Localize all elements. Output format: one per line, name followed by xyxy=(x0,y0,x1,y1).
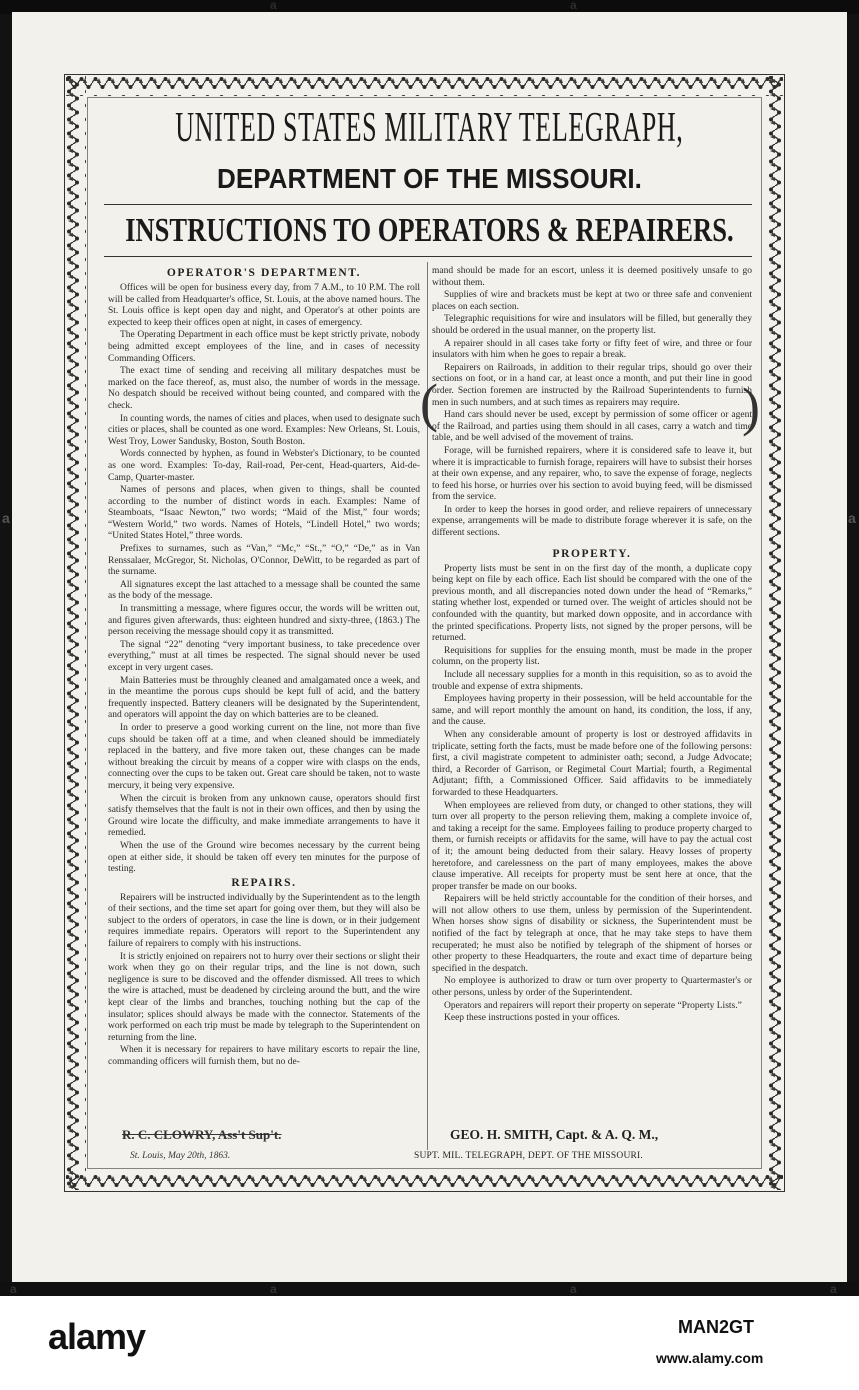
section-heading-property: PROPERTY. xyxy=(552,547,632,560)
paragraph: Repairers will be held strictly accountable for the condition of their horses, and will not allow others to use them, unless by permission of the Superintendent. When horses show signs of disability or sickness, the Superintendent must be notified of the fact by telegraph at once, that he may take steps to have them recuperated; he must also be notified by telegraph of the shipment of horses or other property to these Headquarters, the route and exact time of departure being specified in the despatch. xyxy=(432,894,752,974)
paragraph: Prefixes to surnames, such as “Van,” “Mc,” “St.,” “O,” “De,” as in Van Renssalaer, McGregor, St. Nicholas, O'Connor, DeWitt, to be regarded as part of the surname. xyxy=(108,544,420,578)
paragraph: Employees having property in their possession, will be held accountable for the same, and will report monthly the amount on hand, its condition, the loss, if any, and the cause. xyxy=(432,694,752,728)
watermark-glyph: a xyxy=(830,1282,837,1296)
alamy-logo: alamy xyxy=(48,1316,146,1357)
struck-signature: R. C. CLOWRY, Ass't Sup't. xyxy=(122,1127,282,1142)
main-title: UNITED STATES MILITARY TELEGRAPH, xyxy=(175,105,684,151)
handwritten-bracket-right: ) xyxy=(742,377,760,437)
paragraph: Supplies of wire and brackets must be kept at two or three safe and convenient places on each section. xyxy=(432,290,752,312)
image-code: MAN2GT xyxy=(678,1317,754,1337)
paragraph: In counting words, the names of cities and places, when used to designate such cities or places, shall be counted as one word. Examples: New Orleans, St. Louis, West Troy, Lower Sandusky, Boston, South Boston. xyxy=(108,413,420,447)
watermark-glyph: a xyxy=(570,0,577,12)
paragraph: The signal “22” denoting “very important business, to take precedence over everything,” must at all times be respected. The signal should never be used except in very urgent cases. xyxy=(108,639,420,673)
instructions-title: INSTRUCTIONS TO OPERATORS & REPAIRERS. xyxy=(125,212,734,249)
issue-date: St. Louis, May 20th, 1863. xyxy=(130,1151,231,1161)
paragraph: Include all necessary supplies for a month in this requisition, so as to avoid the trouble and expense of extra shipments. xyxy=(432,670,752,692)
paragraph: The exact time of sending and receiving all military despatches must be marked on the face thereof, as, must also, the number of words in the message. No despatch should be received without being counted, and compared with the check. xyxy=(108,366,420,411)
paragraph: When the use of the Ground wire becomes necessary by the current being open at either side, it should be taken off every ten minutes for the purpose of testing. xyxy=(108,840,420,875)
paragraph: In order to preserve a good working current on the line, not more than five cups should be taken off at a time, and when cleaned should be immediately replaced in the battery, and five more taken out, these changes can be made without breaking the circuit by means of a copper wire with clasps on the ends, connecting over the cups to be taken out. Great care should be taken, not to waste mercury, it being very expensive. xyxy=(108,722,420,791)
watermark-glyph: a xyxy=(2,510,10,526)
paragraph: Keep these instructions posted in your offices. xyxy=(444,1013,620,1024)
paragraph: Forage, will be furnished repairers, where it is considered safe to leave it, but where it is impracticable to furnish forage, repairers will have to subsist their horses at their own expense, and any repairer, who, to save the expense of forage, neglects to feed his horse, or hurries over his section to avoid buying feed, will be dismissed from the service. xyxy=(432,445,752,503)
paragraph: Main Batteries must be throughly cleaned and amalgamated once a week, and in the meantime the porous cups should be kept full of acid, and the battery frequently inspected. Battery cleaners will be designated by the Superintendent, and operators will appoint the day on which batteries are to be cleaned. xyxy=(108,675,420,721)
paragraph: Operators and repairers will report their property on seperate “Property Lists.” xyxy=(444,1000,742,1011)
paragraph: Requisitions for supplies for the ensuing month, must be made in the proper column, on the property list. xyxy=(432,645,752,668)
left-column xyxy=(108,266,420,1124)
paragraph: When the circuit is broken from any unknown cause, operators should first satisfy themselves that the fault is not in their own offices, and then by using the Ground wire locate the difficulty, and make immediate arrangements to have it remedied. xyxy=(108,793,420,839)
paragraph: Repairers on Railroads, in addition to their regular trips, should go over their sections on foot, or in a hand car, at least once a month, and put their line in good order. Section foremen are instructed by the Railroad Superintendents to furnish men in such numbers, and at such times as repairers may require. xyxy=(432,362,752,408)
paragraph: Property lists must be sent in on the first day of the month, a duplicate copy being kept on file by each office. Each list should be compared with the one of the previous month, and all discrepancies noted down under the head of “Remarks,” stating whether lost, expended or turned over. The weight of articles should not be confounded with the quantity, but marked down opposite, and in accordance with the printed specifications. Property lists, not signed by the proper persons, will be returned. xyxy=(432,563,752,644)
department-title: DEPARTMENT OF THE MISSOURI. xyxy=(217,163,642,194)
section-heading-repairs: REPAIRS. xyxy=(231,876,297,889)
watermark-glyph: a xyxy=(270,0,277,12)
watermark-glyph: a xyxy=(848,510,856,526)
paragraph: Names of persons and places, when given to things, shall be counted according to the number of distinct words in each. Examples: Name of Steamboats, “Isaac Newton,” two words; “Maid of the Mist,” four words; “Western World,” two words. Names of Hotels, “Lindell Hotel,” two words; “United States Hotel,” three words. xyxy=(108,485,420,542)
watermark-glyph: a xyxy=(270,1282,277,1296)
paragraph: Repairers will be instructed individually by the Superintendent as to the length of their sections, and the time set apart for going over them, but they will also be subject to the orders of operators, in case the line is down, or in their judgement requires immediate repairs. Operators will report to the Superintendent any failure of repairers to comply with his instructions. xyxy=(108,892,420,950)
paragraph: Hand cars should never be used, except by permission of some officer or agent of the Railroad, and parties using them should in all cases, carry a watch and time table, and be well advised of the movement of trains. xyxy=(432,410,752,444)
divider-rule xyxy=(104,204,752,205)
paragraph: In transmitting a message, where figures occur, the words will be written out, and figures given afterwards, thus: eighteen hundred and sixty-three, (1863.) The person receiving the message should copy it as transmitted. xyxy=(108,604,420,638)
paragraph: No employee is authorized to draw or turn over property to Quartermaster's or other persons, unless by order of the Superintendent. xyxy=(432,976,752,999)
paragraph: Telegraphic requisitions for wire and insulators will be filled, but generally they should be ordered in the usual manner, on the property list. xyxy=(432,314,752,336)
paragraph: Offices will be open for business every day, from 7 A.M., to 10 P.M. The roll will be called from Headquarter's office, St. Louis, at the above named hours. The St. Louis office is kept open day and night, and Operator's at other points are expected to keep their offices open at night, in cases of emergency. xyxy=(108,283,420,328)
section-heading-operators: OPERATOR'S DEPARTMENT. xyxy=(166,267,362,279)
paragraph: The Operating Department in each office must be kept strictly private, nobody being admitted except employees of the line, and in cases of necessity Commanding Officers. xyxy=(108,330,420,364)
paragraph: When any considerable amount of property is lost or destroyed affidavits in triplicate, setting forth the facts, must be made before one of the following persons: first, a civil magistrate competent to administer oath; second, a Judge Advocate; third, a Recorder of Garrison, or Regimetal Court Martial; fourth, a Regimental Adjutant; fifth, a Commissioned Officer. Said affidavits to be immediately forwarded to these Headquarters. xyxy=(432,729,752,798)
paragraph: In order to keep the horses in good order, and relieve repairers of unnecessary expense, arrangements will be made to distribute forage wherever it is safe, on the different sections. xyxy=(432,504,752,539)
divider-rule xyxy=(104,256,752,257)
paragraph-continued: mand should be made for an escort, unless it is deemed positively unsafe to go without them. xyxy=(432,266,752,288)
paragraph: When it is necessary for repairers to have military escorts to repair the line, commanding officers will furnish them, but no de- xyxy=(108,1045,420,1067)
watermark-glyph: a xyxy=(10,1282,17,1296)
right-column xyxy=(432,266,752,1124)
paragraph: Words connected by hyphen, as found in Webster's Dictionary, to be counted as one word. Examples: To-day, Rail-road, Per-cent, Head-quarters, Aid-de-Camp, Quarter-master. xyxy=(108,449,420,483)
stock-url: www.alamy.com xyxy=(656,1350,764,1366)
paragraph: All signatures except the last attached to a message shall be counted the same as the body of the message. xyxy=(108,579,420,602)
superintendent-title: SUPT. MIL. TELEGRAPH, DEPT. OF THE MISSOURI. xyxy=(414,1151,643,1161)
watermark-glyph: a xyxy=(570,1282,577,1296)
paragraph: A repairer should in all cases take forty or fifty feet of wire, and three or four insulators with him when he goes to repair a break. xyxy=(432,338,752,361)
watermark-strip-bottom xyxy=(0,1282,859,1296)
signature: GEO. H. SMITH, Capt. & A. Q. M., xyxy=(450,1127,659,1142)
paragraph: When employees are relieved from duty, or changed to other stations, they will turn over all property to the person relieving them, making a complete invoice of, and taking a receipt for the same. Employees failing to produce property charged to them, or furnish receipts or affidavits for the same, will have to pay the actual cost of it; the amount being deducted from their salary. Heavy losses of property heretofore, and carelessness on the part of many employees, makes the above clause imperative. All receipts for property must be sent here at once, that the proper transfer be made on our books. xyxy=(432,800,752,892)
paragraph: It is strictly enjoined on repairers not to hurry over their sections or slight their work when they go on their regular trips, and the line is not down, such negligence is sure to be discoved and the offender dismissed. All trees to which the wire is attached, must be deadened by circleing around the butt, and the wire kept clear of the limbs and branches, touching nothing but the cap of the insulator; splices should always be made with the connector. Statements of the work performed on each trip must be made by telegraph to the Superintendent on returning from the line. xyxy=(108,951,420,1043)
handwritten-bracket-left: ( xyxy=(420,373,438,433)
